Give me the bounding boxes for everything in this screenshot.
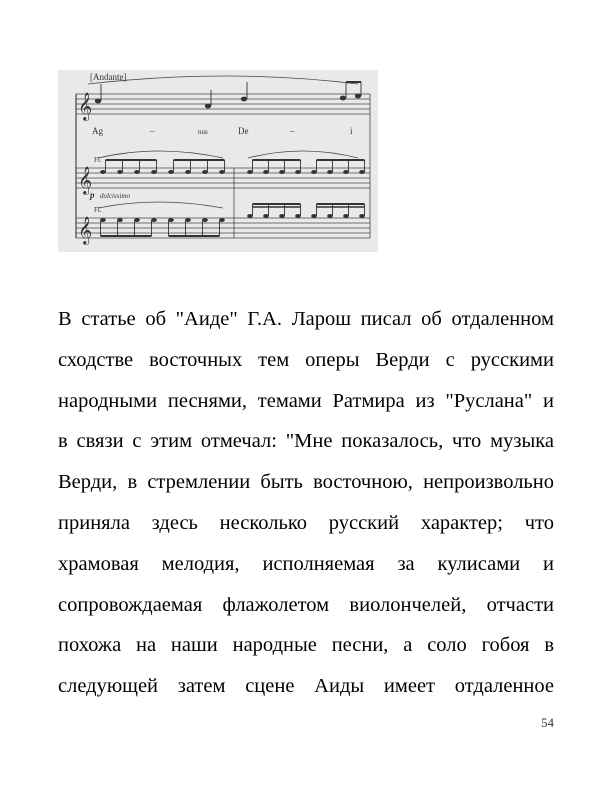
text-line: сходстве восточных тем оперы Верди с русскими — [58, 348, 554, 371]
text-line: похожа на наши народные песни, а соло гобоя в — [58, 634, 554, 657]
svg-text:𝄞: 𝄞 — [78, 168, 93, 194]
lyric-syllable: nus — [198, 128, 208, 136]
music-score-image — [58, 70, 378, 252]
svg-text:𝄞: 𝄞 — [78, 94, 93, 120]
lyric-syllable: De — [238, 126, 249, 136]
text-line: народными песнями, темами Ратмира из "Руслана" и — [58, 389, 554, 412]
instrument-label-1: Fl. — [94, 156, 102, 164]
music-score-excerpt — [58, 70, 378, 252]
text-line: храмовая мелодия, исполняемая за кулисами и — [58, 552, 554, 575]
text-line: сопровождаемая флажолетом виолончелей, отчасти — [58, 593, 554, 616]
body-paragraph — [58, 299, 554, 707]
lyric-syllable: – — [290, 126, 295, 136]
svg-text:𝄞: 𝄞 — [78, 218, 93, 244]
text-line: в связи с этим отмечал: "Мне показалось, что музыка — [58, 430, 554, 453]
lyric-syllable: Ag — [92, 126, 103, 136]
tempo-mark: [Andante] — [90, 72, 127, 82]
dynamic-mark: p — [90, 190, 95, 200]
instrument-label-2: Fl. — [94, 206, 102, 214]
text-line: следующей затем сцене Аиды имеет отдаленное — [58, 675, 554, 698]
page-number: 54 — [541, 715, 554, 730]
text-line: Верди, в стремлении быть восточною, непроизвольно — [58, 471, 554, 494]
lyric-syllable: i — [350, 126, 353, 136]
text-line: В статье об "Аиде" Г.А. Ларош писал об отдаленном — [58, 308, 554, 330]
text-line: приняла здесь несколько русский характер; что — [58, 511, 554, 534]
lyric-syllable: – — [150, 126, 155, 136]
expression-mark: dolcissimo — [100, 192, 130, 200]
